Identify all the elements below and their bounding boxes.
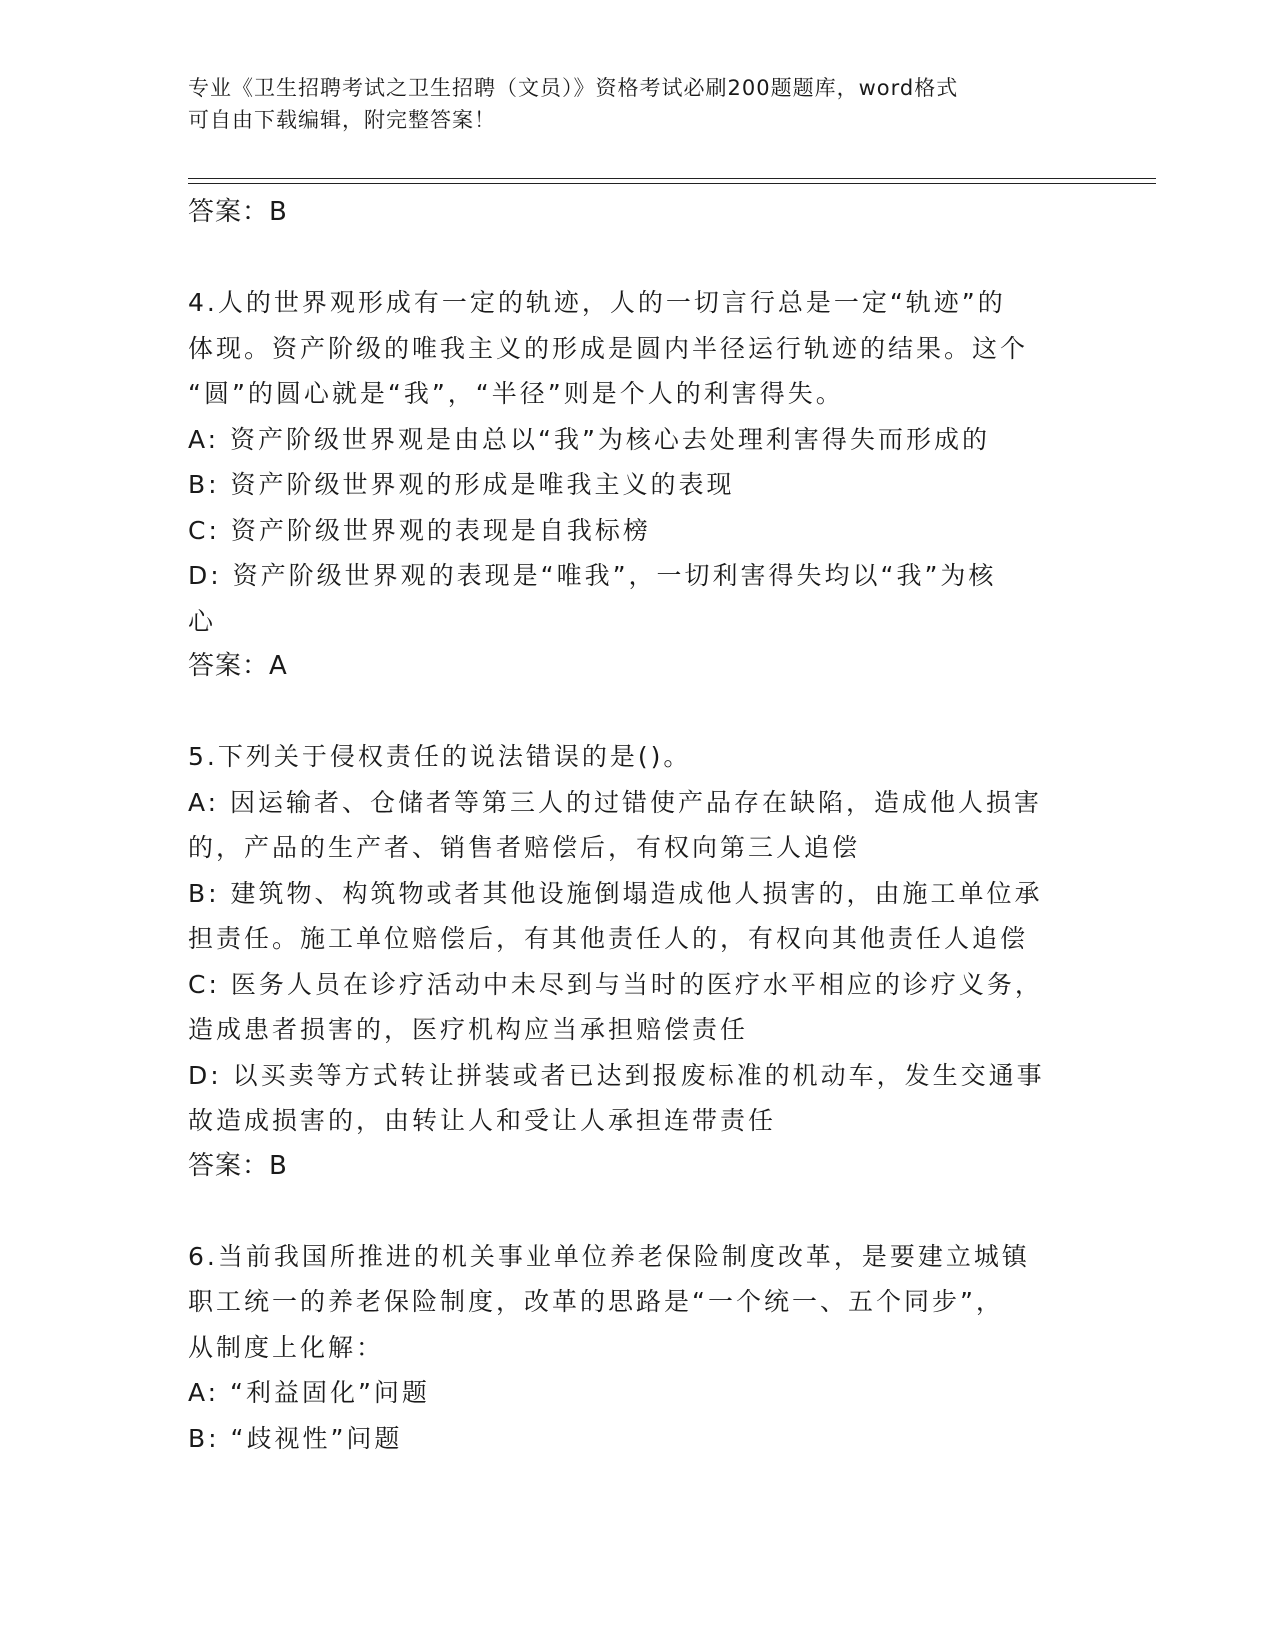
option-text-line: 故造成损害的，由转让人和受让人承担连带责任 [188, 1106, 777, 1135]
page-header [188, 72, 1068, 136]
header-divider-bottom [188, 183, 1156, 184]
option-text-line: D: 以买卖等方式转让拼装或者已达到报废标准的机动车，发生交通事 [188, 1060, 1045, 1090]
question-4 [188, 280, 1078, 688]
option-b [188, 1416, 1078, 1462]
question-text-line: 4.人的世界观形成有一定的轨迹，人的一切言行总是一定“轨迹”的 [188, 288, 1006, 317]
option-a [188, 780, 1078, 871]
question-6 [188, 1234, 1078, 1462]
option-b [188, 462, 1078, 508]
option-d [188, 1053, 1078, 1144]
option-text-line: 造成患者损害的，医疗机构应当承担赔偿责任 [188, 1015, 749, 1044]
question-5 [188, 734, 1078, 1188]
option-a [188, 417, 1078, 463]
option-c [188, 962, 1078, 1053]
header-divider-top [188, 178, 1156, 179]
option-text-line: B: 建筑物、构筑物或者其他设施倒塌造成他人损害的，由施工单位承 [188, 878, 1043, 908]
header-line-1: 专业《卫生招聘考试之卫生招聘（文员）》资格考试必刷200题题库，word格式 [188, 76, 959, 100]
option-text-line: B: 资产阶级世界观的形成是唯我主义的表现 [188, 470, 735, 499]
question-text-line: 从制度上化解： [188, 1332, 385, 1362]
option-d [188, 553, 1078, 644]
option-text-line: D: 资产阶级世界观的表现是“唯我”，一切利害得失均以“我”为核 [188, 561, 997, 590]
question-content [188, 190, 1078, 1461]
option-text-line: C: 资产阶级世界观的表现是自我标榜 [188, 515, 651, 545]
option-text-line: 心 [188, 606, 217, 636]
question-text-line: 6.当前我国所推进的机关事业单位养老保险制度改革，是要建立城镇 [188, 1241, 1030, 1271]
question-text-line: 体现。资产阶级的唯我主义的形成是圆内半径运行轨迹的结果。这个 [188, 333, 1029, 363]
option-a [188, 1370, 1078, 1416]
option-b [188, 871, 1078, 962]
option-text-line: A: 因运输者、仓储者等第三人的过错使产品存在缺陷，造成他人损害 [188, 787, 1043, 817]
header-line-2: 可自由下载编辑，附完整答案！ [188, 108, 496, 132]
question-text-line: 职工统一的养老保险制度，改革的思路是“一个统一、五个同步”， [188, 1287, 1004, 1316]
option-text-line: B: “歧视性”问题 [188, 1423, 403, 1453]
answer-line: 答案：B [188, 197, 288, 227]
option-text-line: 担责任。施工单位赔偿后，有其他责任人的，有权向其他责任人追偿 [188, 924, 1029, 953]
question-text-line: 5.下列关于侵权责任的说法错误的是()。 [188, 742, 692, 771]
answer-line: 答案：B [188, 1150, 288, 1181]
option-text-line: C: 医务人员在诊疗活动中未尽到与当时的医疗水平相应的诊疗义务， [188, 969, 1043, 999]
option-text-line: 的，产品的生产者、销售者赔偿后，有权向第三人追偿 [188, 833, 861, 862]
option-text-line: A: “利益固化”问题 [188, 1378, 430, 1407]
option-c [188, 508, 1078, 554]
option-text-line: A: 资产阶级世界观是由总以“我”为核心去处理利害得失而形成的 [188, 424, 990, 454]
answer-line: 答案：A [188, 651, 288, 681]
question-text-line: “圆”的圆心就是“我”，“半径”则是个人的利害得失。 [188, 379, 844, 408]
